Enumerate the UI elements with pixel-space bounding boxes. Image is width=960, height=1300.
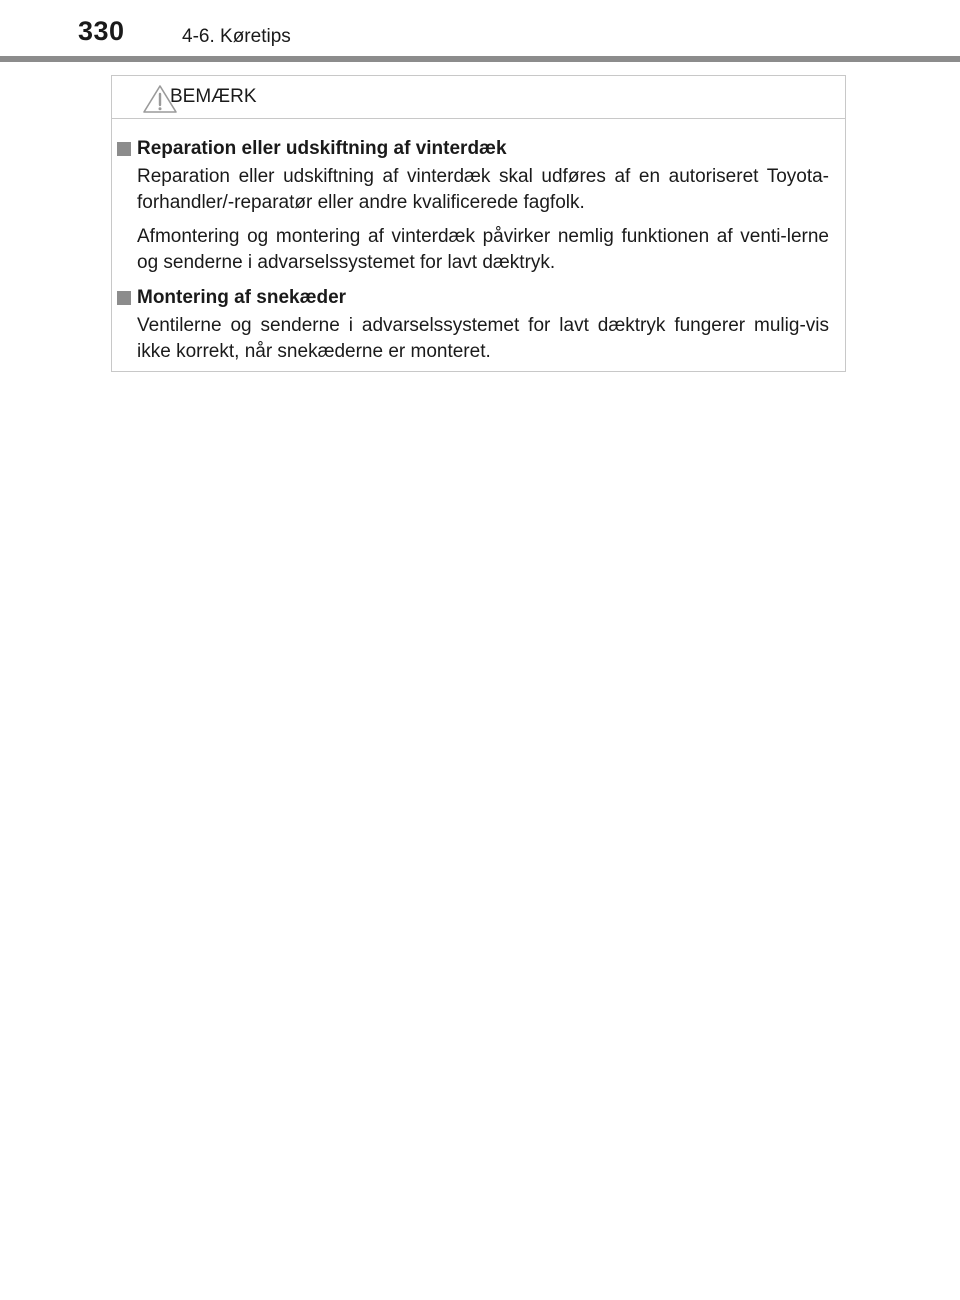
- page-header: [0, 0, 960, 62]
- notice-box: [111, 75, 846, 372]
- section-title: 4-6. Køretips: [182, 26, 291, 47]
- topic-snow-chains: [112, 284, 829, 365]
- paragraph: Ventilerne og senderne i advarselssystemet for lavt dæktryk fungerer mulig-vis ikke korrekt, når snekæderne er monteret.: [137, 315, 829, 362]
- notice-header: [112, 76, 845, 119]
- square-bullet-icon: [117, 291, 131, 305]
- topic-title-text: Montering af snekæder: [137, 287, 347, 308]
- page-number: 330: [78, 16, 125, 46]
- topic-title-text: Reparation eller udskiftning af vinterdæk: [137, 138, 507, 159]
- notice-label: BEMÆRK: [170, 86, 257, 107]
- topic-winter-tires: [112, 135, 829, 276]
- paragraph: Reparation eller udskiftning af vinterdæk skal udføres af en autoriseret Toyota-forhandler/-reparatør eller andre kvalificerede fagfolk.: [137, 166, 829, 213]
- paragraph: Afmontering og montering af vinterdæk påvirker nemlig funktionen af venti-lerne og senderne i advarselssystemet for lavt dæktryk.: [137, 226, 829, 273]
- notice-body: [112, 119, 845, 365]
- topic-title: [112, 135, 829, 163]
- square-bullet-icon: [117, 142, 131, 156]
- topic-title: [112, 284, 829, 312]
- header-rule: [0, 56, 960, 62]
